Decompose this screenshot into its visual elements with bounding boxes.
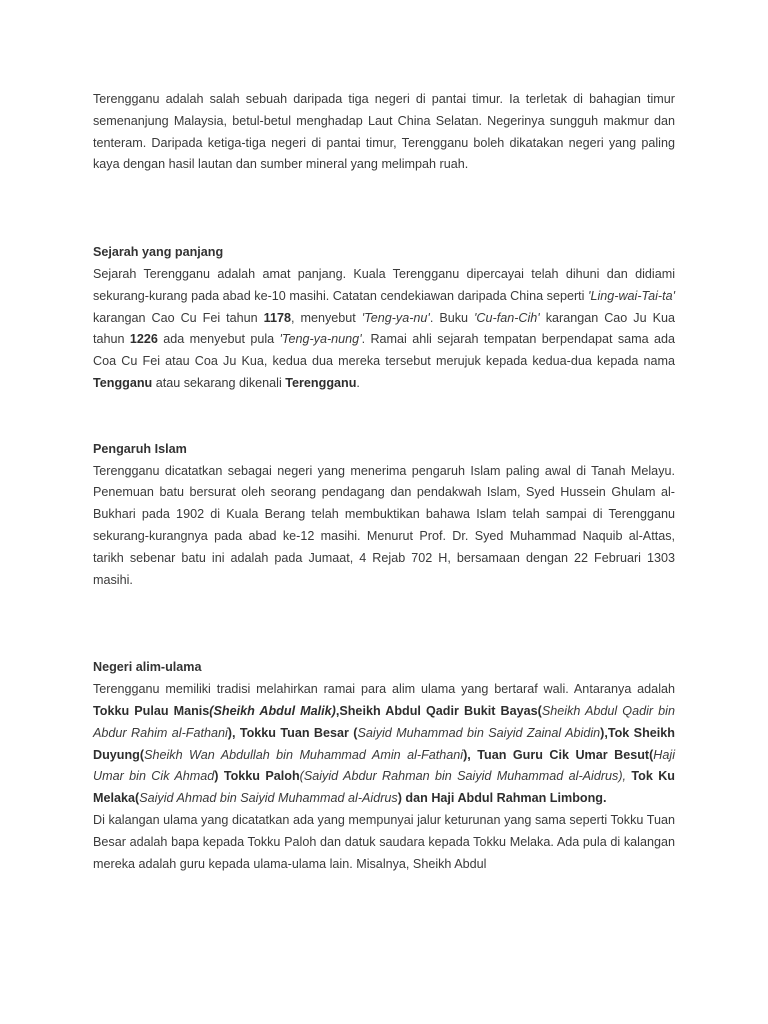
ulama-section xyxy=(93,657,675,875)
intro-section xyxy=(93,89,675,176)
ulama-paragraph-2: Di kalangan ulama yang dicatatkan ada yang mempunyai jalur keturunan yang sama seperti Tokku Tuan Besar adalah bapa kepada Tokku Paloh dan datuk saudara kepada Tokku Melaka. Ada pula di kalangan mereka adalah guru kepada ulama-ulama lain. Misalnya, Sheikh Abdul xyxy=(93,812,675,871)
ulama-paragraph: Terengganu memiliki tradisi melahirkan ramai para alim ulama yang bertaraf wali. Antaranya adalah Tokku Pulau Manis(Sheikh Abdul Malik),Sheikh Abdul Qadir Bukit Bayas(Sheikh Abdul Qadir bin Abdur Rahim al-Fathani), Tokku Tuan Besar (Saiyid Muhammad bin Saiyid Zainal Abidin),Tok Sheikh Duyung(Sheikh Wan Abdullah bin Muhammad Amin al-Fathani), Tuan Guru Cik Umar Besut(Haji Umar bin Cik Ahmad) Tokku Paloh(Saiyid Abdur Rahman bin Saiyid Muhammad al-Aidrus), Tok Ku Melaka(Saiyid Ahmad bin Saiyid Muhammad al-Aidrus) dan Haji Abdul Rahman Limbong. xyxy=(93,682,675,806)
sejarah-paragraph: Sejarah Terengganu adalah amat panjang. Kuala Terengganu dipercayai telah dihuni dan didiami sekurang-kurang pada abad ke-10 masihi. Catatan cendekiawan daripada China seperti 'Ling-wai-Tai-ta' karangan Cao Cu Fei tahun 1178, menyebut 'Teng-ya-nu'. Buku 'Cu-fan-Cih' karangan Cao Ju Kua tahun 1226 ada menyebut pula 'Teng-ya-nung'. Ramai ahli sejarah tempatan berpendapat sama ada Coa Cu Fei atau Coa Ju Kua, kedua dua mereka tersebut merujuk kepada kedua-dua kepada nama Tengganu atau sekarang dikenali Terengganu. xyxy=(93,266,676,390)
islam-heading: Pengaruh Islam xyxy=(93,441,187,456)
ulama-heading: Negeri alim-ulama xyxy=(93,660,202,675)
intro-paragraph: Terengganu adalah salah sebuah daripada tiga negeri di pantai timur. Ia terletak di bahagian timur semenanjung Malaysia, betul-betul menghadap Laut China Selatan. Negerinya sungguh makmur dan tenteram. Daripada ketiga-tiga negeri di pantai timur, Terengganu boleh dikatakan negeri yang paling kaya dengan hasil lautan dan sumber mineral yang melimpah ruah. xyxy=(93,92,675,172)
sejarah-heading: Sejarah yang panjang xyxy=(93,245,224,260)
islam-section xyxy=(93,439,675,592)
sejarah-section xyxy=(93,242,675,395)
islam-paragraph: Terengganu dicatatkan sebagai negeri yang menerima pengaruh Islam paling awal di Tanah Melayu. Penemuan batu bersurat oleh seorang pendagang dan pendakwah Islam, Syed Hussein Ghulam al-Bukhari pada 1902 di Kuala Berang telah membuktikan bahawa Islam telah sampai di Terengganu sekurang-kurangnya pada abad ke-12 masihi. Menurut Prof. Dr. Syed Muhammad Naquib al-Attas, tarikh sebenar batu ini adalah pada Jumaat, 4 Rejab 702 H, bersamaan dengan 22 Februari 1303 masihi. xyxy=(93,463,675,587)
